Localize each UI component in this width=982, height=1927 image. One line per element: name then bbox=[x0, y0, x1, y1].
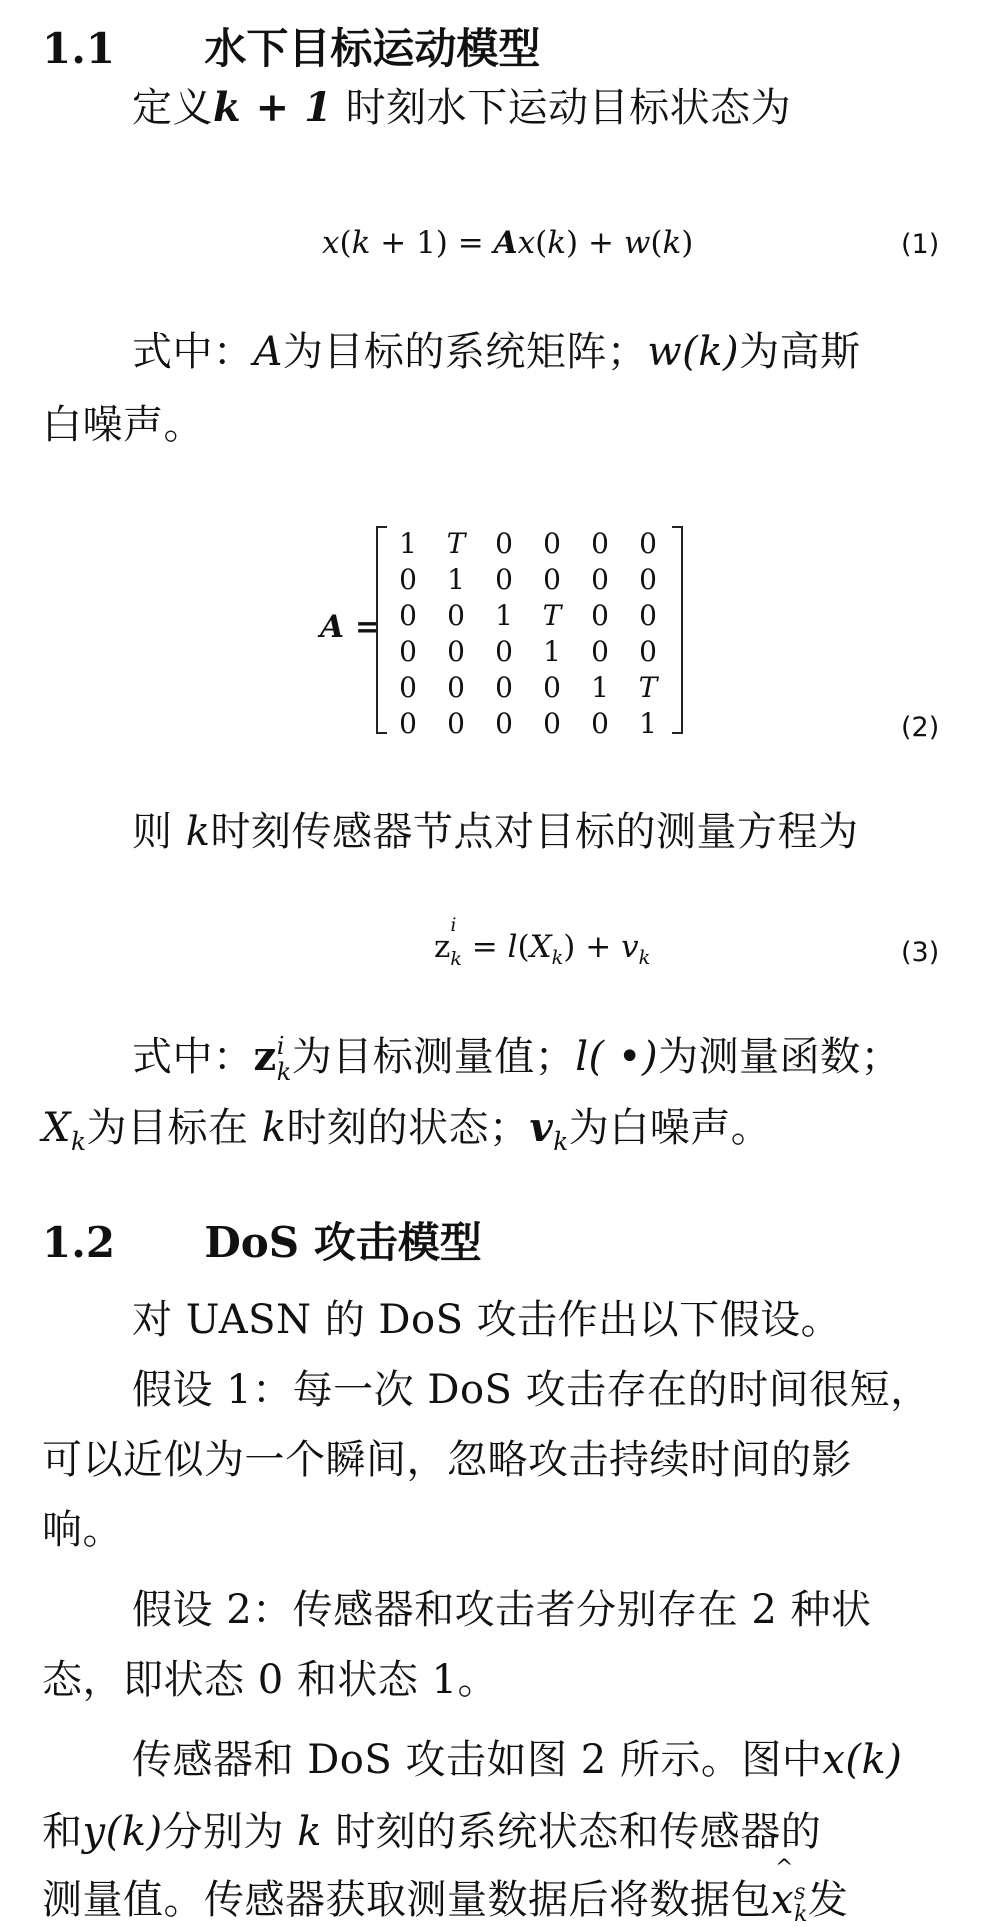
matrix-cell: 0 bbox=[399, 563, 417, 596]
matrix-cell: 0 bbox=[447, 671, 465, 704]
text: 时刻的系统状态和传感器的 bbox=[322, 1809, 822, 1855]
math-var: k bbox=[297, 1809, 323, 1855]
matrix-cell: 0 bbox=[591, 563, 609, 596]
matrix-cell: 1 bbox=[495, 599, 513, 632]
matrix-cell: 0 bbox=[591, 707, 609, 740]
text: 分别为 bbox=[162, 1809, 298, 1855]
matrix-cell: 1 bbox=[543, 635, 561, 668]
paragraph-assumptions-intro: 对 UASN 的 DoS 攻击作出以下假设。 bbox=[132, 1297, 842, 1343]
section-number: 1.2 bbox=[42, 1218, 116, 1267]
text: 时刻水下运动目标状态为 bbox=[332, 85, 792, 131]
matrix-cell: 0 bbox=[399, 599, 417, 632]
paragraph-line: 响。 bbox=[42, 1507, 123, 1553]
matrix-cell: 0 bbox=[543, 563, 561, 596]
matrix-cell: 0 bbox=[495, 563, 513, 596]
math-var: v bbox=[529, 1104, 554, 1151]
section-number: 1.1 bbox=[42, 24, 116, 73]
matrix-A bbox=[384, 528, 672, 740]
paragraph-figure-description bbox=[132, 1737, 903, 1783]
text: 测量值。传感器获取测量数据后将数据包 bbox=[42, 1877, 771, 1923]
math-var: A bbox=[253, 329, 283, 375]
paragraph-line: 测量值。传感器获取测量数据后将数据包 ^ x s k发 bbox=[42, 1856, 849, 1927]
paragraph-line: 白噪声。 bbox=[42, 402, 204, 448]
text: 为白噪声。 bbox=[568, 1105, 772, 1151]
text: 式中： bbox=[132, 1034, 254, 1080]
matrix-cell: 0 bbox=[639, 635, 657, 668]
paragraph-line: $X_k$为目标在 k时刻的状态；$v_k$为白噪声。 bbox=[42, 1104, 772, 1156]
paragraph-measurement-description: 式中：z i k为目标测量值；l( •)为测量函数； bbox=[132, 1032, 902, 1086]
math-var: l( •) bbox=[575, 1034, 659, 1080]
equation-number: (1) bbox=[901, 229, 940, 260]
matrix-cell: 1 bbox=[639, 707, 657, 740]
math-var: w(k) bbox=[647, 329, 740, 375]
paragraph-matrix-description bbox=[132, 329, 861, 375]
matrix-cell: 0 bbox=[591, 527, 609, 560]
matrix-cell: 0 bbox=[639, 563, 657, 596]
text: 为目标测量值； bbox=[291, 1034, 576, 1080]
matrix-cell: 1 bbox=[591, 671, 609, 704]
text: 时刻传感器节点对目标的测量方程为 bbox=[210, 809, 859, 855]
text: 发 bbox=[807, 1877, 849, 1923]
matrix-cell: 1 bbox=[399, 527, 417, 560]
section-title: DoS 攻击模型 bbox=[204, 1218, 482, 1267]
math-var: X bbox=[42, 1105, 71, 1151]
math-var: x(k) bbox=[822, 1737, 903, 1783]
paragraph-measurement-intro bbox=[132, 809, 859, 855]
paragraph-line: 可以近似为一个瞬间，忽略攻击持续时间的影 bbox=[42, 1437, 852, 1483]
text: 为目标在 bbox=[86, 1105, 262, 1151]
matrix-lhs: A = bbox=[320, 609, 381, 645]
paragraph-state-definition bbox=[132, 84, 792, 131]
matrix-cell: T bbox=[542, 599, 562, 632]
text: 式中： bbox=[132, 329, 254, 375]
matrix-cell: 0 bbox=[399, 671, 417, 704]
text: 则 bbox=[132, 809, 186, 855]
equation-3: z i $k = l(X_k) + v_k$ bbox=[434, 914, 651, 970]
matrix-cell: 0 bbox=[495, 707, 513, 740]
math-var: y(k) bbox=[82, 1809, 163, 1855]
matrix-cell: T bbox=[638, 671, 658, 704]
text: 传感器和 DoS 攻击如图 2 所示。图中 bbox=[132, 1737, 823, 1783]
matrix-cell: 0 bbox=[543, 527, 561, 560]
matrix-cell: 0 bbox=[447, 707, 465, 740]
matrix-cell: 0 bbox=[495, 671, 513, 704]
text: 定义 bbox=[132, 85, 213, 131]
matrix-cell: 0 bbox=[495, 635, 513, 668]
matrix-cell: 1 bbox=[447, 563, 465, 596]
math-var: z bbox=[253, 1033, 277, 1080]
equation-number: (2) bbox=[901, 712, 940, 743]
text: 为高斯 bbox=[739, 329, 861, 375]
paragraph-line bbox=[42, 1809, 822, 1855]
section-heading-1-2 bbox=[42, 1218, 482, 1267]
matrix-cell: 0 bbox=[591, 599, 609, 632]
section-title: 水下目标运动模型 bbox=[204, 24, 541, 73]
math-var: k + 1 bbox=[213, 84, 333, 131]
matrix-cell: 0 bbox=[591, 635, 609, 668]
paragraph-assumption-1: 假设 1：每一次 DoS 攻击存在的时间很短， bbox=[132, 1367, 931, 1413]
matrix-cell: 0 bbox=[639, 599, 657, 632]
text: 时刻的状态； bbox=[286, 1105, 530, 1151]
matrix-cell: 0 bbox=[447, 599, 465, 632]
math-var: k bbox=[185, 809, 211, 855]
matrix-cell: 0 bbox=[543, 707, 561, 740]
equation-number: (3) bbox=[901, 937, 940, 968]
math-var: x bbox=[771, 1877, 795, 1923]
equation-1: x(k + 1) = Ax(k) + w(k) bbox=[322, 225, 694, 261]
matrix-cell: 0 bbox=[495, 527, 513, 560]
section-heading-1-1 bbox=[42, 24, 541, 73]
matrix-cell: T bbox=[446, 527, 466, 560]
matrix-cell: 0 bbox=[447, 635, 465, 668]
text: 和 bbox=[42, 1809, 83, 1855]
paragraph-line: 态，即状态 0 和状态 1。 bbox=[42, 1657, 499, 1703]
math-var: k bbox=[261, 1105, 287, 1151]
matrix-cell: 0 bbox=[639, 527, 657, 560]
matrix-cell: 0 bbox=[399, 635, 417, 668]
text: 为目标的系统矩阵； bbox=[282, 329, 648, 375]
matrix-cell: 0 bbox=[399, 707, 417, 740]
right-bracket bbox=[672, 526, 683, 734]
text: 为测量函数； bbox=[658, 1034, 902, 1080]
matrix-cell: 0 bbox=[543, 671, 561, 704]
paragraph-assumption-2: 假设 2：传感器和攻击者分别存在 2 种状 bbox=[132, 1587, 872, 1633]
